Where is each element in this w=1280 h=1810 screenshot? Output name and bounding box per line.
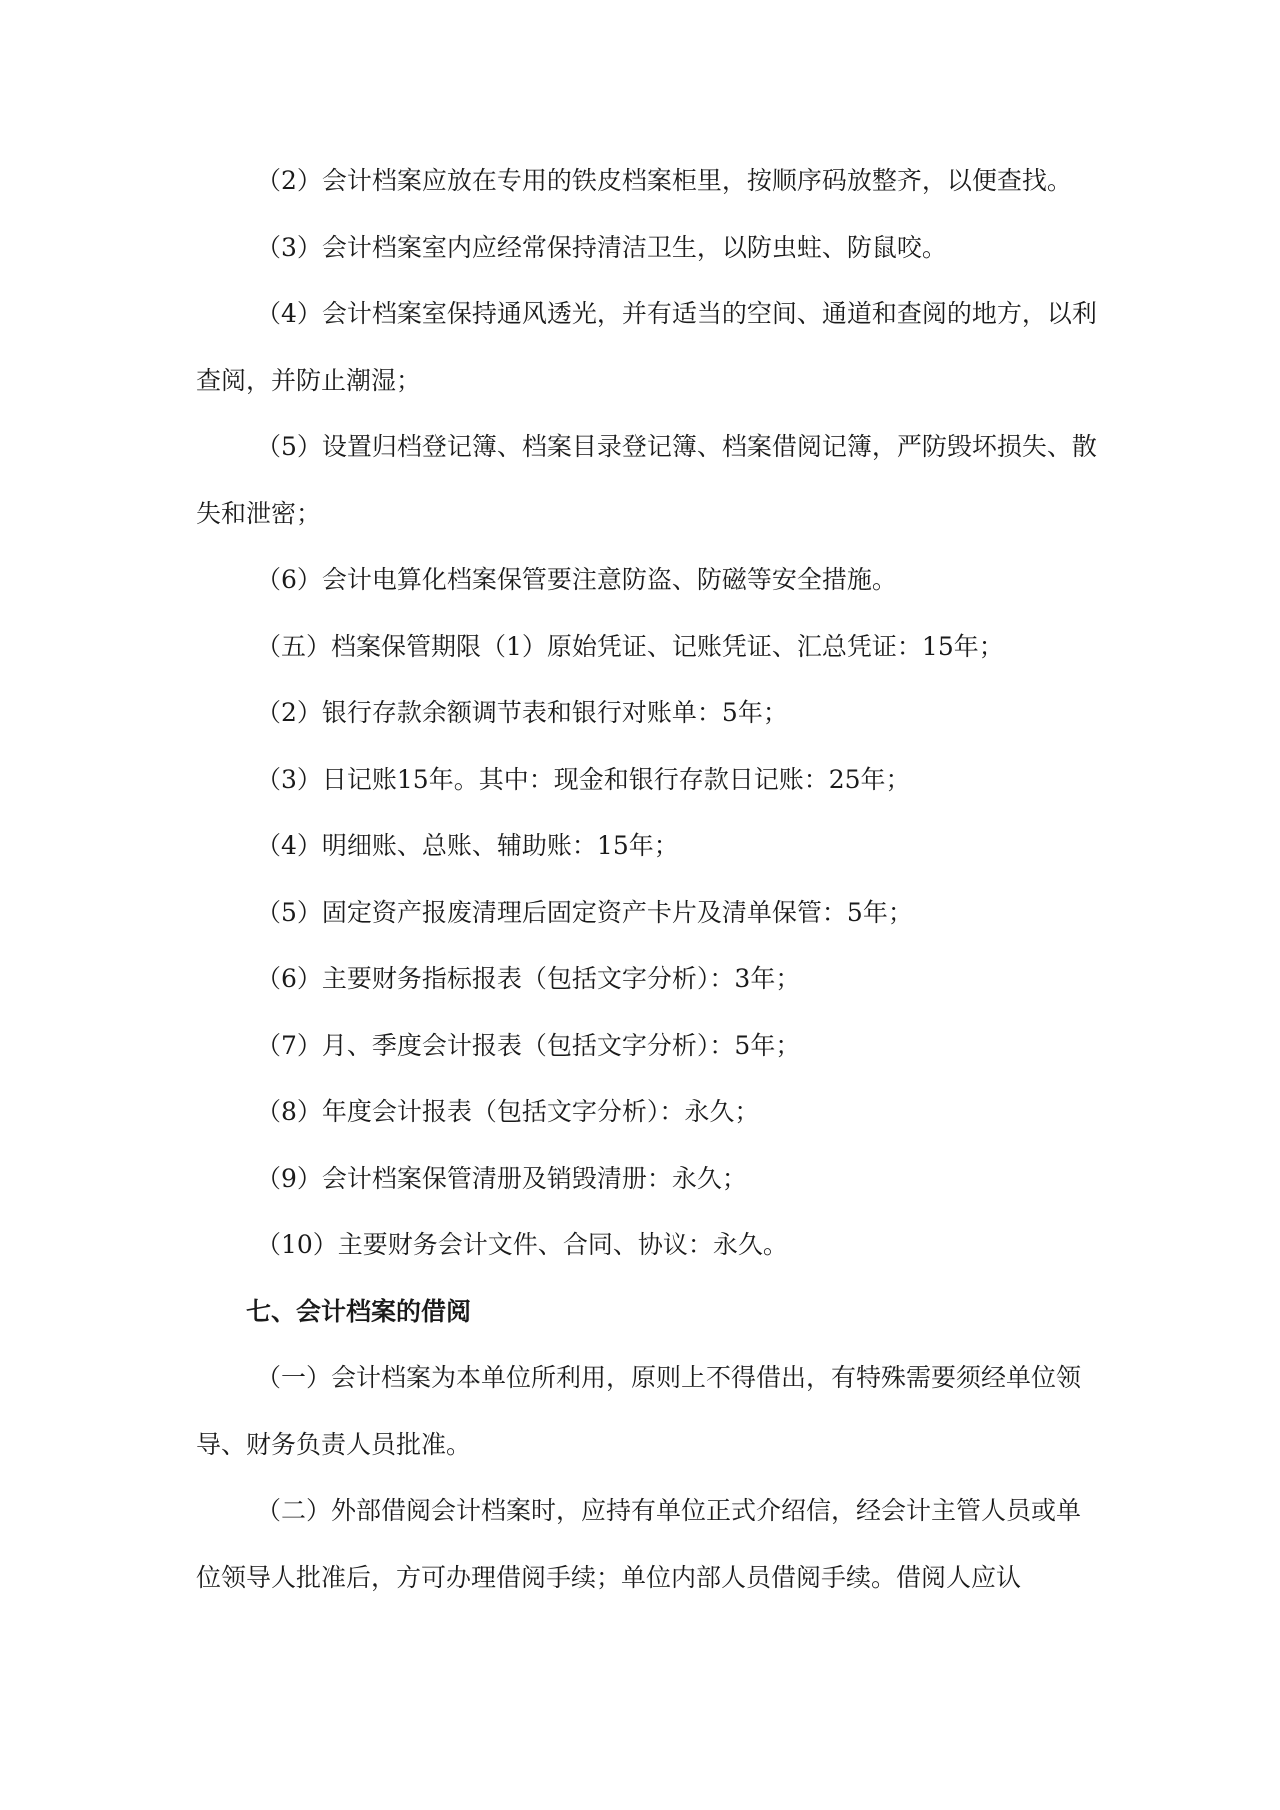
paragraph-electronic-archive: （6）会计电算化档案保管要注意防盗、防磁等安全措施。: [256, 565, 897, 594]
paragraph-borrowing-external: （二）外部借阅会计档案时，应持有单位正式介绍信，经会计主管人员或单位领导人批准后，方可办理借阅手续；单位内部人员借阅手续。借阅人应认: [196, 1496, 1082, 1592]
paragraph-retention-ledgers: （4）明细账、总账、辅助账：15年；: [256, 831, 679, 860]
paragraph-archive-registers: （5）设置归档登记簿、档案目录登记簿、档案借阅记簿，严防毁坏损失、散失和泄密；: [196, 432, 1097, 528]
paragraph-retention-journals: （3）日记账15年。其中：现金和银行存款日记账：25年；: [256, 764, 911, 794]
paragraph-borrowing-internal: （一）会计档案为本单位所利用，原则上不得借出，有特殊需要须经单位领导、财务负责人员批准。: [196, 1363, 1082, 1459]
paragraph-retention-fixed-assets: （5）固定资产报废清理后固定资产卡片及清单保管：5年；: [256, 897, 913, 927]
paragraph-archive-cleanliness: （3）会计档案室内应经常保持清洁卫生，以防虫蛀、防鼠咬。: [256, 232, 947, 262]
paragraph-retention-registers: （9）会计档案保管清册及销毁清册：永久；: [256, 1163, 747, 1193]
paragraph-retention-bank-statements: （2）银行存款余额调节表和银行对账单：5年；: [256, 698, 788, 727]
paragraph-retention-vouchers: （五）档案保管期限（1）原始凭证、记账凭证、汇总凭证：15年；: [256, 631, 1004, 661]
section-heading: 七、会计档案的借阅: [246, 1296, 472, 1326]
paragraph-retention-financial-indicators: （6）主要财务指标报表（包括文字分析）：3年；: [256, 964, 801, 993]
paragraph-retention-monthly-quarterly: （7）月、季度会计报表（包括文字分析）：5年；: [256, 1030, 801, 1060]
paragraph-archive-ventilation: （4）会计档案室保持通风透光，并有适当的空间、通道和查阅的地方，以利查阅，并防止潮湿；: [196, 299, 1097, 395]
document-body: [196, 148, 1102, 1611]
paragraph-archive-cabinet: （2）会计档案应放在专用的铁皮档案柜里，按顺序码放整齐，以便查找。: [256, 166, 1072, 195]
paragraph-retention-annual-reports: （8）年度会计报表（包括文字分析）：永久；: [256, 1097, 760, 1126]
paragraph-retention-contracts: （10）主要财务会计文件、合同、协议：永久。: [256, 1230, 788, 1259]
